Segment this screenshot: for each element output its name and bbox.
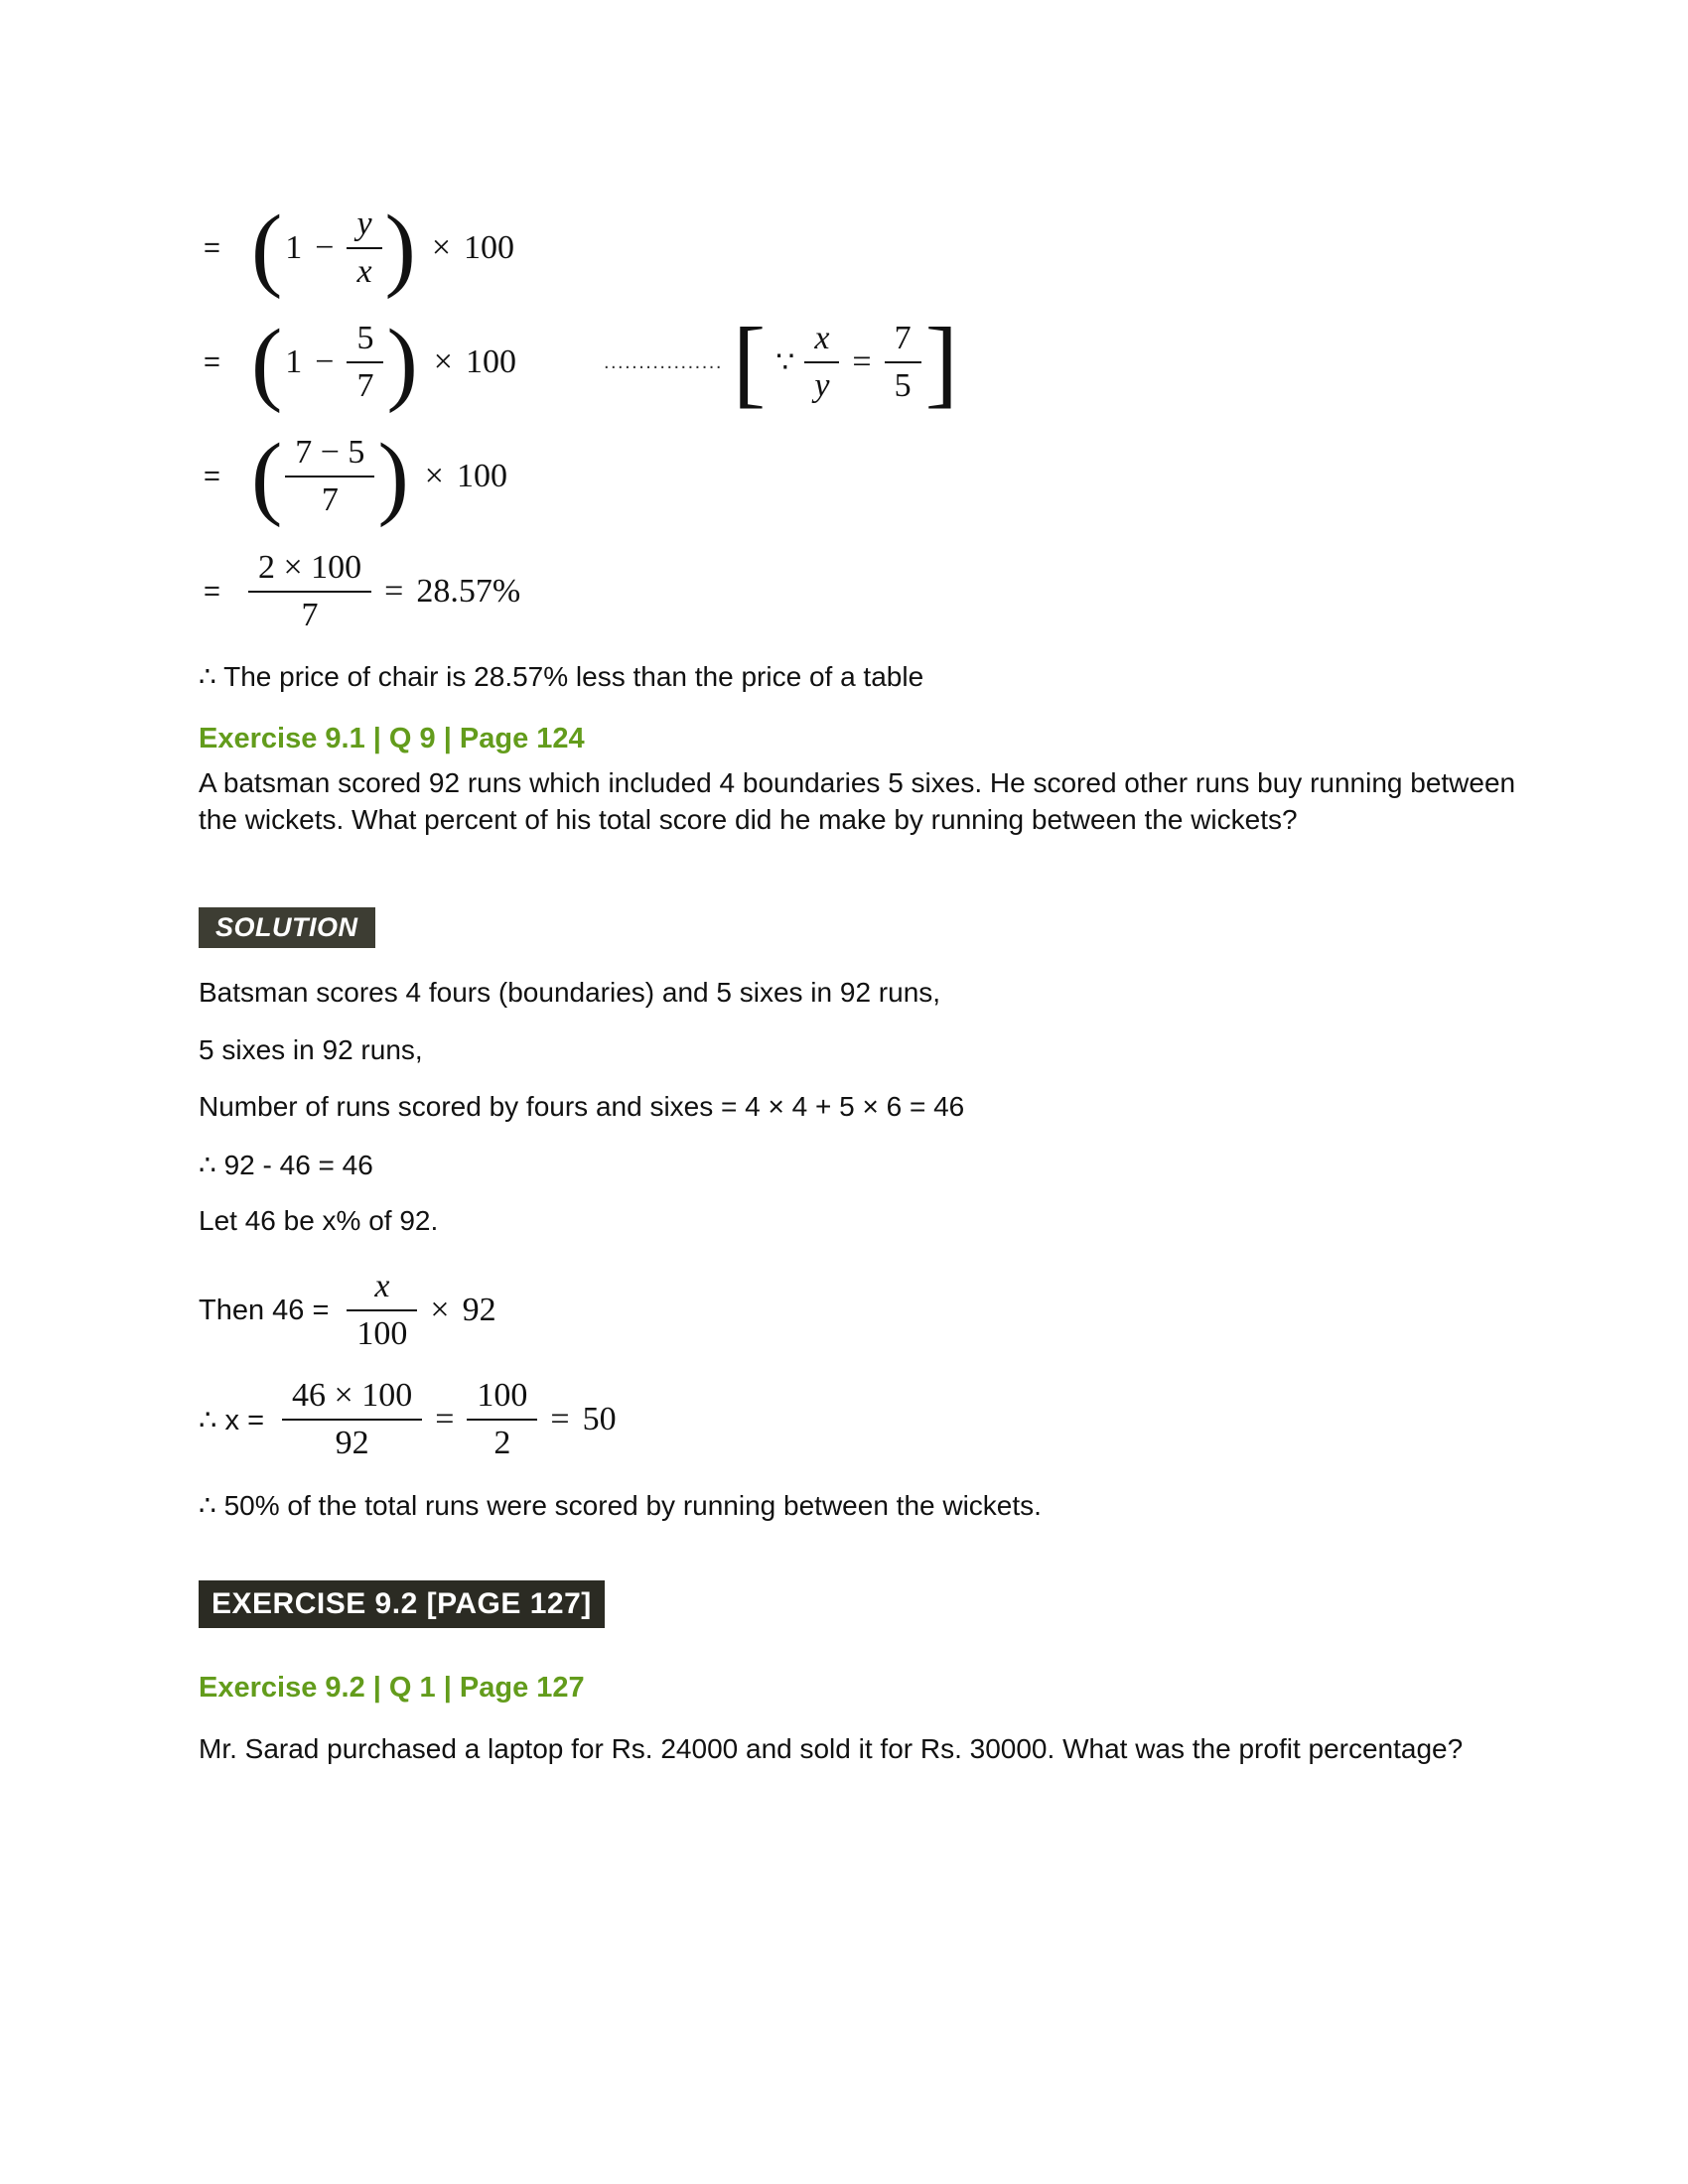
fraction-denominator: 7 [285, 476, 374, 518]
fraction-numerator: x [814, 320, 830, 357]
fraction-numerator: x [374, 1268, 390, 1305]
fraction [347, 206, 381, 289]
solution-step: ∴ 92 - 46 = 46 [199, 1150, 373, 1180]
equation-line-1: = ( 1 − $\frac{y}{x}$ ) × 100 [204, 197, 515, 300]
equals-operator: = [435, 1401, 455, 1437]
times-operator: × [433, 343, 453, 380]
fraction-denominator: 100 [347, 1309, 417, 1352]
fraction [347, 1269, 417, 1351]
fraction [885, 321, 921, 403]
fraction-denominator: 2 [467, 1419, 537, 1461]
math-result: 28.57% [416, 573, 521, 610]
equals-operator: = [852, 343, 872, 380]
equals-operator: = [384, 573, 404, 610]
fraction-numerator: 7 [894, 320, 912, 357]
solution-conclusion: ∴ 50% of the total runs were scored by running between the wickets. [199, 1490, 1042, 1521]
equals-operator: = [550, 1401, 570, 1437]
then-equation [199, 1263, 496, 1358]
equation-prefix: Then 46 = [199, 1294, 330, 1326]
x-equation [199, 1372, 617, 1467]
solution-step: 5 sixes in 92 runs, [199, 1034, 423, 1065]
fraction-numerator: 100 [477, 1377, 528, 1415]
exercise-91-heading: Exercise 9.1 | Q 9 | Page 124 [199, 723, 585, 754]
fraction [804, 321, 839, 403]
fraction [285, 435, 374, 517]
times-operator: × [430, 1292, 450, 1328]
math-factor: 100 [456, 458, 507, 494]
fraction-numerator: 2 × 100 [257, 549, 362, 587]
fraction-denominator: 7 [347, 361, 383, 404]
equals-sign: = [204, 231, 220, 264]
math-term: 1 [285, 343, 303, 380]
fraction-denominator: y [804, 361, 839, 404]
fraction-numerator: 5 [356, 320, 374, 357]
minus-operator: − [315, 229, 335, 266]
math-factor: 92 [462, 1292, 496, 1328]
equation-line-4 [204, 546, 520, 637]
equation-prefix: ∴ x = [199, 1404, 265, 1436]
fraction-denominator: x [347, 247, 381, 290]
fraction-numerator: 46 × 100 [292, 1377, 413, 1415]
equals-sign: = [204, 345, 220, 378]
fraction-denominator: 5 [885, 361, 921, 404]
solution-badge: SOLUTION [199, 907, 375, 948]
fraction [347, 321, 383, 403]
minus-operator: − [315, 343, 335, 380]
fraction-denominator: 92 [282, 1419, 422, 1461]
question-text-91: A batsman scored 92 runs which included 4 boundaries 5 sixes. He scored other runs buy running between the wickets. What percent of his total score did he make by running between the wickets? [199, 767, 1516, 835]
fraction-numerator: 7 − 5 [295, 434, 365, 472]
exercise-section-badge: EXERCISE 9.2 [PAGE 127] [199, 1580, 605, 1628]
math-factor: 100 [465, 343, 516, 380]
equation-line-3: = ( $\frac{7 - 5}{7}$ ) × 100 [204, 425, 507, 528]
dotted-leader: ................. [603, 350, 723, 373]
solution-step: Number of runs scored by fours and sixes = 4 × 4 + 5 × 6 = 46 [199, 1091, 965, 1122]
exercise-92-heading: Exercise 9.2 | Q 1 | Page 127 [199, 1672, 585, 1704]
times-operator: × [431, 229, 452, 266]
equals-sign: = [204, 575, 220, 608]
fraction [467, 1378, 537, 1460]
solution-step: Batsman scores 4 fours (boundaries) and 5 sixes in 92 runs, [199, 977, 941, 1008]
solution-step: Let 46 be x% of 92. [199, 1205, 439, 1236]
fraction [248, 550, 371, 632]
math-result: 50 [582, 1401, 617, 1437]
fraction-denominator: 7 [248, 591, 371, 633]
fraction [282, 1378, 422, 1460]
fraction-numerator: y [356, 205, 372, 243]
math-term: 1 [285, 229, 303, 266]
question-text-92: Mr. Sarad purchased a laptop for Rs. 24000 and sold it for Rs. 30000. What was the profit percentage? [199, 1733, 1464, 1764]
because-symbol: ∵ [775, 345, 795, 379]
derivation-conclusion: ∴ The price of chair is 28.57% less than the price of a table [199, 661, 924, 692]
equation-line-2: = ( 1 − $\frac{5}{7}$ ) × 100 ................. [ ∵ $\frac{x}{y}$ = $\frac{7}{5}$ ] [204, 307, 958, 417]
math-factor: 100 [464, 229, 515, 266]
equals-sign: = [204, 460, 220, 492]
times-operator: × [424, 458, 444, 494]
